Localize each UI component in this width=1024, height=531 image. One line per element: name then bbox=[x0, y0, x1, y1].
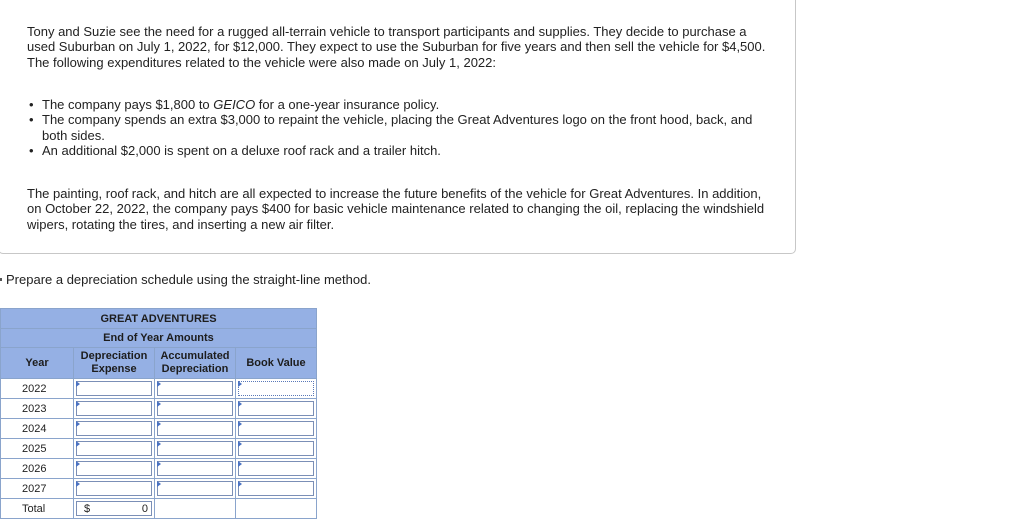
book-value-input[interactable] bbox=[236, 419, 317, 439]
total-value: 0 bbox=[141, 503, 148, 515]
column-header-year: Year bbox=[1, 348, 74, 379]
column-header-depreciation-expense: Depreciation Expense bbox=[74, 348, 155, 379]
depreciation-schedule-table bbox=[0, 308, 317, 519]
accumulated-depreciation-input[interactable] bbox=[155, 439, 236, 459]
year-cell: 2027 bbox=[1, 479, 74, 499]
table-title: GREAT ADVENTURES bbox=[1, 309, 317, 329]
depreciation-expense-input[interactable] bbox=[74, 439, 155, 459]
book-value-input[interactable] bbox=[236, 379, 317, 399]
year-cell: 2025 bbox=[1, 439, 74, 459]
table-row bbox=[1, 459, 317, 479]
problem-paragraph-2: The painting, roof rack, and hitch are all expected to increase the future benefits of the vehicle for Great Adventures. In addition, on October 22, 2022, the company pays $400 for basic vehicle maintenance related to changing the oil, replacing the windshield wipers, rotating the tires, and inserting a new air filter. bbox=[27, 186, 765, 232]
empty-cell bbox=[236, 499, 317, 519]
accumulated-depreciation-input[interactable] bbox=[155, 379, 236, 399]
accumulated-depreciation-input[interactable] bbox=[155, 419, 236, 439]
year-cell: 2024 bbox=[1, 419, 74, 439]
year-cell: 2023 bbox=[1, 399, 74, 419]
question-marker bbox=[0, 278, 2, 281]
table-subtitle: End of Year Amounts bbox=[1, 329, 317, 348]
total-depreciation-expense bbox=[74, 499, 155, 519]
depreciation-expense-input[interactable] bbox=[74, 459, 155, 479]
accumulated-depreciation-input[interactable] bbox=[155, 459, 236, 479]
accumulated-depreciation-input[interactable] bbox=[155, 399, 236, 419]
book-value-input[interactable] bbox=[236, 439, 317, 459]
depreciation-expense-input[interactable] bbox=[74, 399, 155, 419]
book-value-input[interactable] bbox=[236, 399, 317, 419]
expenditure-list bbox=[27, 97, 772, 158]
list-item: • An additional $2,000 is spent on a deluxe roof rack and a trailer hitch. bbox=[27, 143, 772, 158]
table-row bbox=[1, 379, 317, 399]
accumulated-depreciation-input[interactable] bbox=[155, 479, 236, 499]
depreciation-expense-input[interactable] bbox=[74, 479, 155, 499]
table-row bbox=[1, 419, 317, 439]
currency-symbol: $ bbox=[84, 503, 91, 515]
total-label: Total bbox=[1, 499, 74, 519]
total-row bbox=[1, 499, 317, 519]
problem-paragraph-1: Tony and Suzie see the need for a rugged all-terrain vehicle to transport participants and supplies. They decide to purchase a used Suburban on July 1, 2022, for $12,000. They expect to use the Suburban for five years and then sell the vehicle for $4,500. The following expenditures related to the vehicle were also made on July 1, 2022: bbox=[27, 24, 766, 70]
depreciation-expense-input[interactable] bbox=[74, 419, 155, 439]
book-value-input[interactable] bbox=[236, 479, 317, 499]
table-row bbox=[1, 439, 317, 459]
column-header-book-value: Book Value bbox=[236, 348, 317, 379]
empty-cell bbox=[155, 499, 236, 519]
book-value-input[interactable] bbox=[236, 459, 317, 479]
table-row bbox=[1, 399, 317, 419]
column-header-accumulated-depreciation: Accumulated Depreciation bbox=[155, 348, 236, 379]
list-item: • The company spends an extra $3,000 to repaint the vehicle, placing the Great Adventures logo on the front hood, back, and both sides. bbox=[27, 112, 772, 143]
table-row bbox=[1, 479, 317, 499]
list-item: • The company pays $1,800 to GEICO for a one-year insurance policy. bbox=[27, 97, 772, 112]
year-cell: 2026 bbox=[1, 459, 74, 479]
clipped-previous-text bbox=[25, 0, 445, 1]
instruction-text: Prepare a depreciation schedule using the straight-line method. bbox=[6, 272, 371, 287]
year-cell: 2022 bbox=[1, 379, 74, 399]
depreciation-expense-input[interactable] bbox=[74, 379, 155, 399]
